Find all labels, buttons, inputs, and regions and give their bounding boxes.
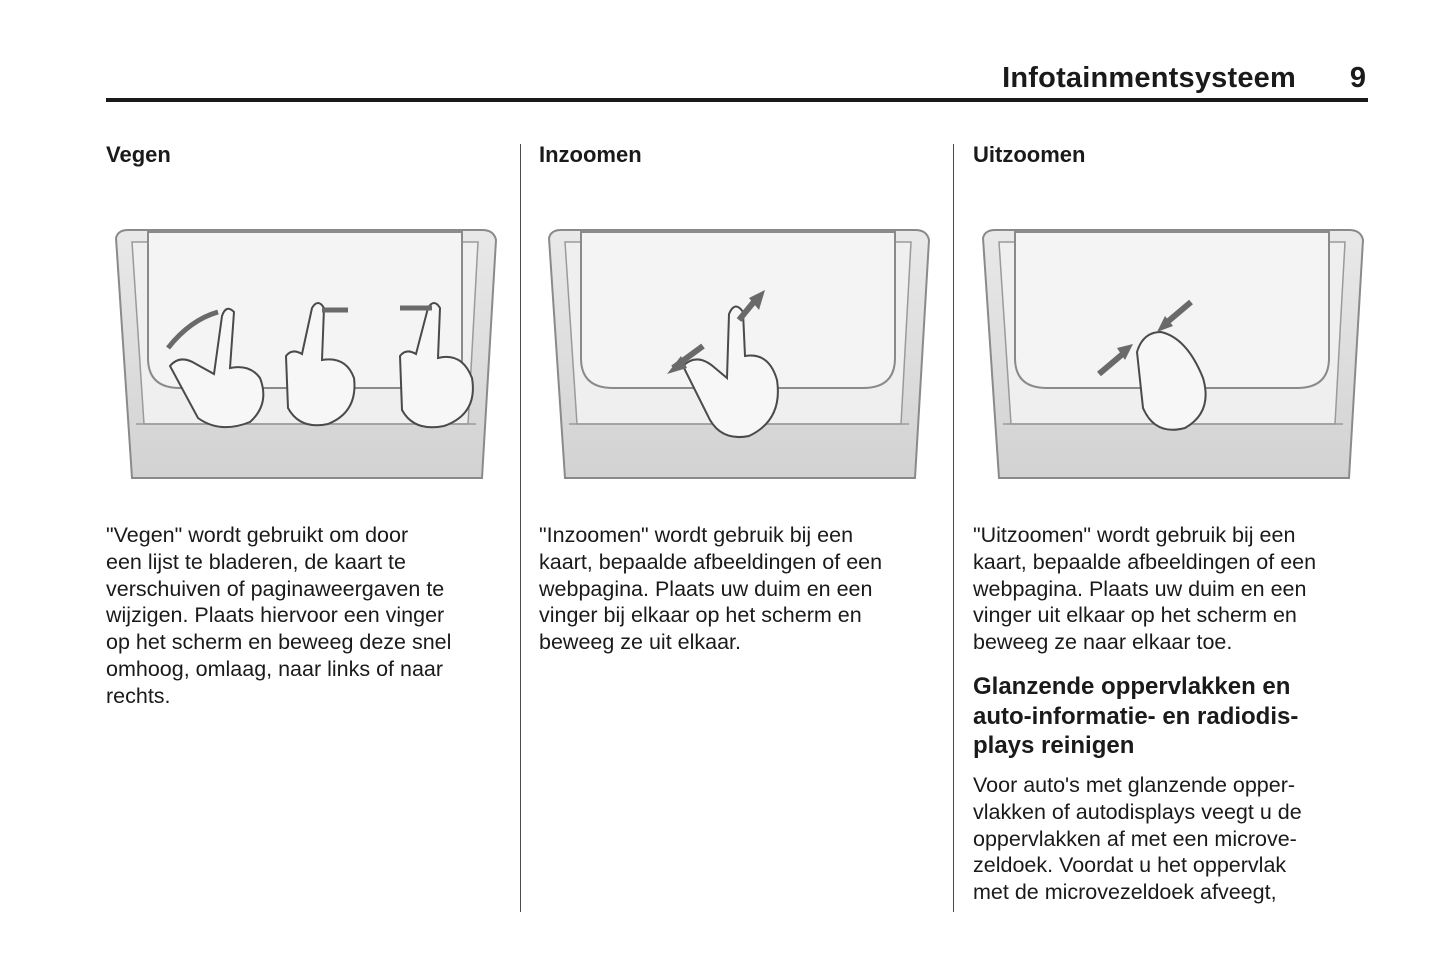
column-divider [953, 144, 954, 912]
section-text: Voor auto's met glanzende opper- vlakken of autodisplays veegt u de oppervlakken af met een microve- zeldoek. Voordat u het oppervlak met de microvezeldoek afveegt, [973, 773, 1302, 905]
zoom-out-heading: Uitzoomen [973, 142, 1086, 167]
column-zoom-in [539, 140, 939, 655]
zoom-out-description: "Uitzoomen" wordt gebruik bij een kaart, bepaalde afbeeldingen of een webpagina. Plaats uw duim en een vinger uit elkaar op het scherm en beweeg ze naar elkaar toe. [973, 523, 1317, 655]
column-swipe [106, 140, 506, 708]
chapter-title: Infotainmentsysteem [1002, 62, 1296, 94]
zoom-in-gesture-icon [543, 228, 933, 484]
section-heading: Glanzende oppervlakken en auto-informatie- en radiodis- plays reinigen [973, 673, 1299, 759]
swipe-gesture-icon [110, 228, 500, 484]
page-header [106, 60, 1368, 102]
zoom-in-heading: Inzoomen [539, 142, 642, 167]
zoom-in-description: "Inzoomen" wordt gebruik bij een kaart, bepaalde afbeeldingen of een webpagina. Plaats uw duim en een vinger bij elkaar op het scherm en beweeg ze uit elkaar. [539, 523, 883, 655]
page-number: 9 [1349, 62, 1366, 94]
zoom-out-gesture-icon [977, 228, 1367, 484]
swipe-heading: Vegen [106, 142, 171, 167]
column-divider [520, 144, 521, 912]
column-zoom-out [973, 140, 1373, 905]
swipe-description: "Vegen" wordt gebruikt om door een lijst te bladeren, de kaart te verschuiven of paginaweergaven te wijzigen. Plaats hiervoor een vinger op het scherm en beweeg deze snel omhoog, omlaag, naar links of naar rechts. [106, 523, 452, 708]
